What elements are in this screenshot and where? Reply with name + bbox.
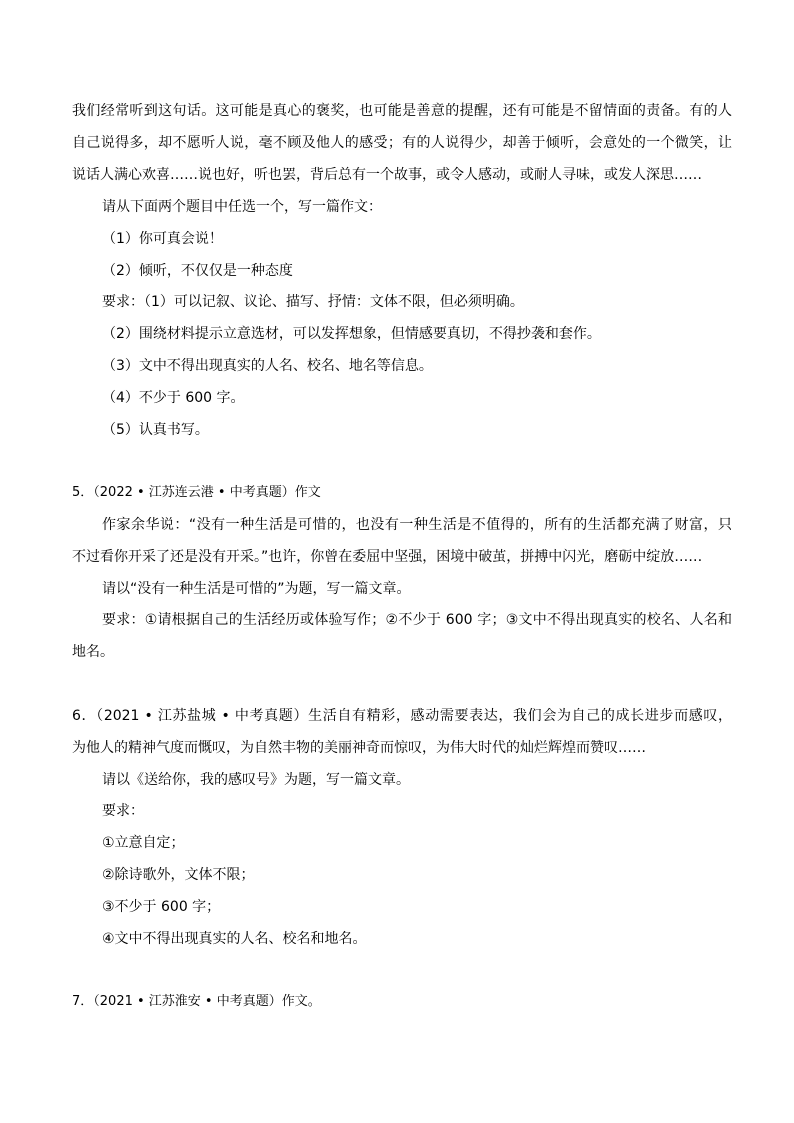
paragraph-line: 请以“没有一种生活是可惜的”为题，写一篇文章。: [102, 581, 411, 597]
requirement-line: （2）围绕材料提示立意选材，可以发挥想象，但情感要真切，不得抄袭和套作。: [102, 326, 601, 342]
requirement-line: ④文中不得出现真实的人名、校名和地名。: [102, 931, 367, 947]
requirement-line: ②除诗歌外，文体不限；: [102, 867, 255, 883]
requirement-line: 要求：①请根据自己的生活经历或体验写作；②不少于 600 字；③文中不得出现真实的校名、人名和: [102, 612, 732, 628]
paragraph-line: 说话人满心欢喜……说也好，听也罢，背后总有一个故事，或令人感动，或耐人寻味，或发人深思……: [72, 167, 702, 183]
paragraph-line: 作家余华说：“没有一种生活是可惜的，也没有一种生活是不值得的，所有的生活都充满了财富，只: [102, 517, 732, 533]
requirement-line: （5）认真书写。: [102, 422, 209, 438]
paragraph-line: 请以《送给你，我的感叹号》为题，写一篇文章。: [102, 772, 410, 788]
option-line: （2）倾听，不仅仅是一种态度: [102, 263, 293, 279]
paragraph-line: 我们经常听到这句话。这可能是真心的褒奖，也可能是善意的提醒，还有可能是不留情面的责备。有的人: [72, 103, 732, 119]
paragraph-line: 不过看你开采了还是没有开采。”也许，你曾在委屈中坚强，困境中破茧，拼搏中闪光，磨砺中绽放……: [72, 549, 703, 565]
paragraph-line: 为他人的精神气度而慨叹，为自然丰物的美丽神奇而惊叹，为伟大时代的灿烂辉煌而赞叹……: [72, 740, 646, 756]
requirement-label: 要求：: [102, 803, 144, 819]
requirement-line: （4）不少于 600 字。: [102, 390, 245, 406]
requirement-line: 要求：（1）可以记叙、议论、描写、抒情：文体不限，但必须明确。: [102, 294, 524, 310]
requirement-line: ①立意自定；: [102, 835, 185, 851]
question-6-heading: 6．（2021 • 江苏盐城 • 中考真题）生活自有精彩，感动需要表达，我们会为自己的成长进步而感叹，: [72, 708, 732, 724]
question-7-heading: 7．（2021 • 江苏淮安 • 中考真题）作文。: [72, 994, 321, 1009]
requirement-line: （3）文中不得出现真实的人名、校名、地名等信息。: [102, 358, 433, 374]
requirement-line: ③不少于 600 字；: [102, 899, 221, 915]
paragraph-line: 自己说得多，却不愿听人说，毫不顾及他人的感受；有的人说得少，却善于倾听，会意处的一个微笑，让: [72, 135, 732, 151]
question-5-heading: 5．（2022 • 江苏连云港 • 中考真题）作文: [72, 485, 321, 500]
paragraph-line: 请从下面两个题目中任选一个，写一篇作文：: [102, 199, 382, 215]
option-line: （1）你可真会说！: [102, 231, 223, 247]
requirement-line: 地名。: [72, 644, 114, 660]
